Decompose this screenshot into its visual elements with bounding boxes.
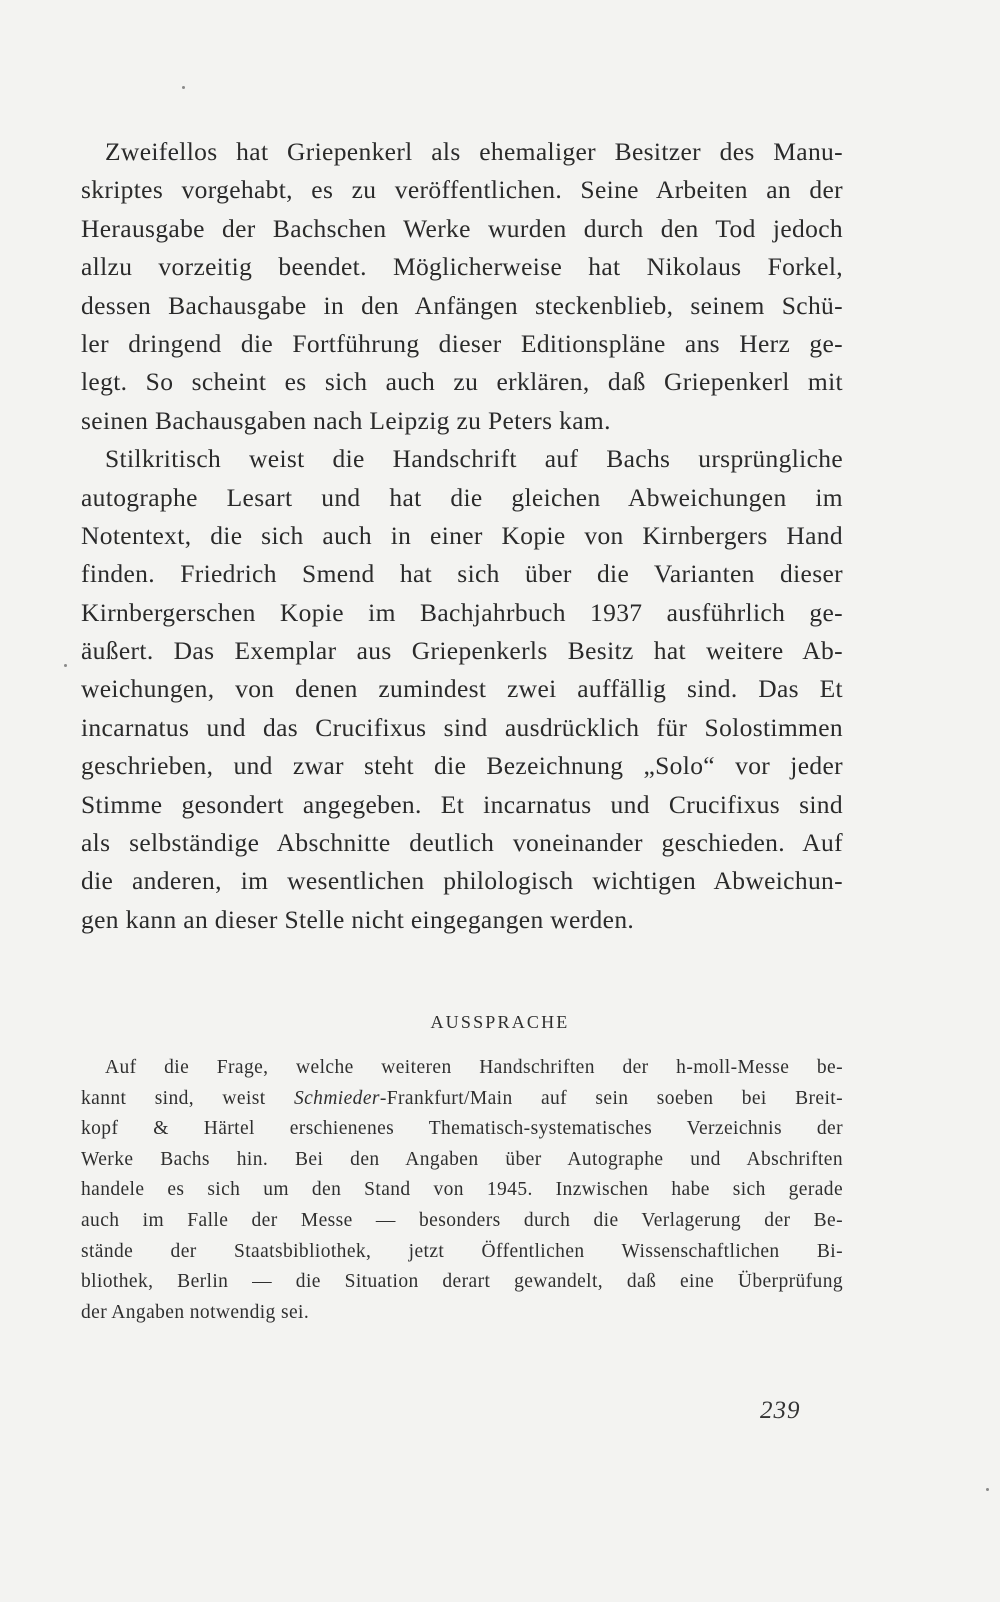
discussion-line: auch im Falle der Messe — besonders durch die Verlagerung der Be- (81, 1209, 843, 1231)
body-line: geschrieben, und zwar steht die Bezeichnung „Solo“ vor jeder (81, 751, 843, 781)
discussion-line: stände der Staatsbibliothek, jetzt Öffentlichen Wissenschaftlichen Bi- (81, 1240, 843, 1262)
discussion-line: handele es sich um den Stand von 1945. Inzwischen habe sich gerade (81, 1179, 843, 1201)
body-line: legt. So scheint es sich auch zu erklären, daß Griepenkerl mit (81, 367, 843, 397)
body-line: skriptes vorgehabt, es zu veröffentlichen. Seine Arbeiten an der (81, 175, 843, 205)
section-heading: AUSSPRACHE (430, 1012, 570, 1032)
body-line: autographe Lesart und hat die gleichen Abweichungen im (81, 482, 843, 512)
discussion-text (81, 1053, 843, 1328)
body-line: Notentext, die sich auch in einer Kopie von Kirnbergers Hand (81, 520, 843, 550)
body-line: Zweifellos hat Griepenkerl als ehemaliger Besitzer des Manu- (105, 137, 843, 166)
main-body-text (81, 133, 843, 939)
body-line: ler dringend die Fortführung dieser Editionspläne ans Herz ge- (81, 328, 843, 358)
scan-speck (182, 86, 185, 89)
person-name: Schmieder (293, 1087, 380, 1109)
body-line: weichungen, von denen zumindest zwei auffällig sind. Das Et (81, 674, 843, 704)
body-line: dessen Bachausgabe in den Anfängen steckenblieb, seinem Schü- (81, 290, 843, 320)
body-line: Kirnbergerschen Kopie im Bachjahrbuch 1937 ausführlich ge- (81, 597, 843, 627)
body-line: incarnatus und das Crucifixus sind ausdrücklich für Solostimmen (81, 712, 843, 742)
discussion-line: der Angaben notwendig sei. (81, 1301, 310, 1323)
body-line: als selbständige Abschnitte deutlich voneinander geschieden. Auf (81, 828, 843, 858)
discussion-line: Werke Bachs hin. Bei den Angaben über Autographe und Abschriften (81, 1148, 843, 1170)
body-line: gen kann an dieser Stelle nicht eingegangen werden. (81, 904, 635, 934)
scan-speck (64, 664, 67, 667)
body-line: Stilkritisch weist die Handschrift auf Bachs ursprüngliche (105, 444, 843, 474)
discussion-line: Auf die Frage, welche weiteren Handschriften der h-moll-Messe be- (105, 1057, 843, 1078)
discussion-line (81, 1084, 843, 1115)
discussion-line: bliothek, Berlin — die Situation derart gewandelt, daß eine Überprüfung (81, 1271, 843, 1293)
body-line: finden. Friedrich Smend hat sich über die Varianten dieser (81, 559, 843, 589)
body-line: die anderen, im wesentlichen philologisch wichtigen Abweichun- (81, 866, 843, 896)
discussion-line: kopf & Härtel erschienenes Thematisch-systematisches Verzeichnis der (81, 1118, 843, 1140)
body-line: äußert. Das Exemplar aus Griepenkerls Besitz hat weitere Ab- (81, 636, 843, 666)
body-line: Herausgabe der Bachschen Werke wurden durch den Tod jedoch (81, 213, 843, 243)
body-line: Stimme gesondert angegeben. Et incarnatus und Crucifixus sind (81, 789, 843, 819)
discussion-text-fragment: kannt sind, weist (81, 1087, 294, 1109)
page-number: 239 (760, 1397, 801, 1424)
body-line: seinen Bachausgaben nach Leipzig zu Peters kam. (81, 405, 611, 435)
scan-speck (986, 1488, 989, 1491)
body-line: allzu vorzeitig beendet. Möglicherweise hat Nikolaus Forkel, (81, 252, 843, 282)
discussion-text-fragment: -Frankfurt/Main auf sein soeben bei Breit- (379, 1087, 843, 1109)
